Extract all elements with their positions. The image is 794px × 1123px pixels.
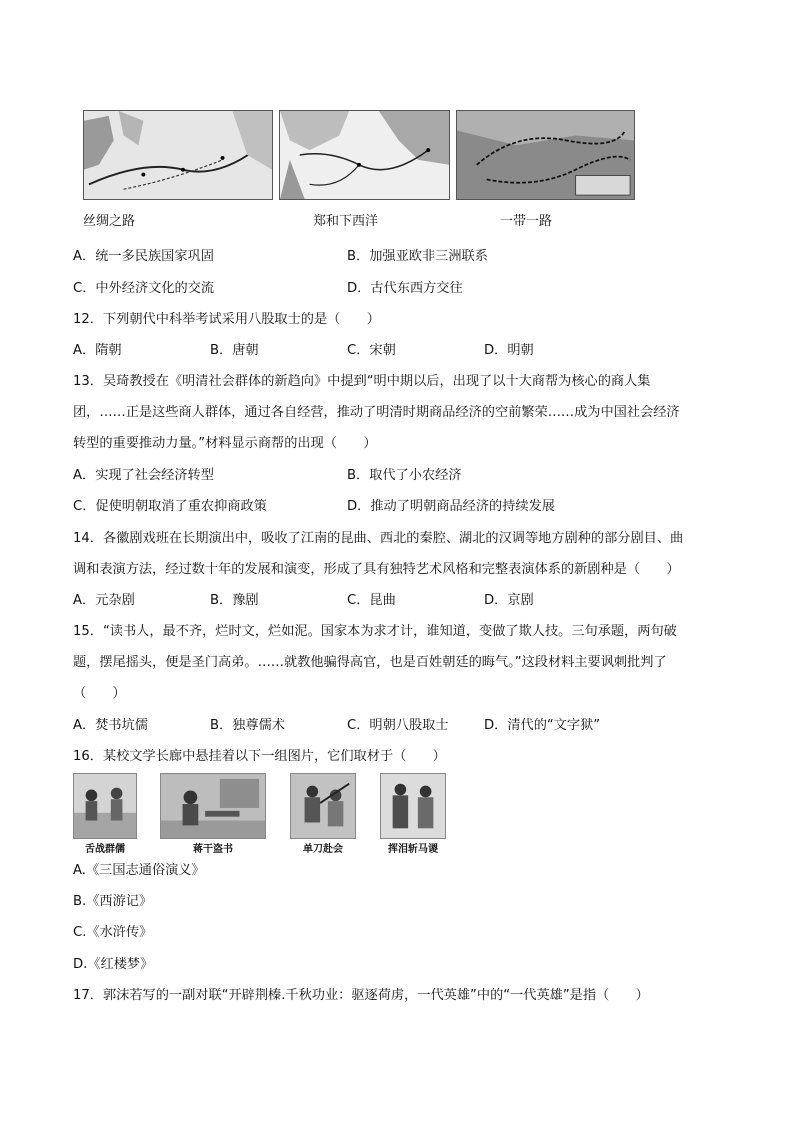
illustration-single-sword xyxy=(290,773,356,839)
q14-option-d: D．京剧 xyxy=(484,593,534,608)
q17-stem: 17．郭沫若写的一副对联“开辟荆榛.千秋功业：驱逐荷虏，一代英雄”中的“一代英雄”是指（ ） xyxy=(73,988,649,1003)
q12-option-c: C．宋朝 xyxy=(347,343,396,358)
q15-option-b: B．独尊儒术 xyxy=(210,718,285,733)
illustration-caption-ma-su: 挥泪斩马谡 xyxy=(388,844,438,855)
q11-option-b: B．加强亚欧非三洲联系 xyxy=(347,249,488,264)
q14-stem-line2: 调和表演方法，经过数十年的发展和演变，形成了具有独特艺术风格和完整表演体系的新剧种是（ ） xyxy=(73,562,680,577)
q13-option-d: D．推动了明朝商品经济的持续发展 xyxy=(347,499,555,514)
q16-option-b: B.《西游记》 xyxy=(73,894,153,909)
q11-option-a: A．统一多民族国家巩固 xyxy=(73,249,214,264)
q11-option-c: C．中外经济文化的交流 xyxy=(73,281,215,296)
q16-stem: 16．某校文学长廊中悬挂着以下一组图片，它们取材于（ ） xyxy=(73,749,446,764)
q13-stem-line1: 13．吴琦教授在《明清社会群体的新趋向》中提到“明中期以后，出现了以十大商帮为核心的商人集 xyxy=(73,374,651,389)
q14-option-b: B．豫剧 xyxy=(210,593,259,608)
illustration-ma-su xyxy=(380,773,446,839)
q15-option-d: D．清代的“文字狱” xyxy=(484,718,601,733)
zheng-he-map xyxy=(279,110,450,200)
q16-option-d: D.《红楼梦》 xyxy=(73,957,154,972)
q16-option-c: C.《水浒传》 xyxy=(73,925,153,940)
q12-option-d: D．明朝 xyxy=(484,343,534,358)
q15-option-a: A．焚书坑儒 xyxy=(73,718,148,733)
map-caption-silk-road: 丝绸之路 xyxy=(83,214,136,229)
q12-stem: 12．下列朝代中科举考试采用八股取士的是（ ） xyxy=(73,312,380,327)
illustration-stealing-letter xyxy=(160,773,266,839)
q13-stem-line2: 团，……正是这些商人群体，通过各自经营，推动了明清时期商品经济的空前繁荣……成为中国社会经济 xyxy=(73,405,680,420)
map-caption-belt-road: 一带一路 xyxy=(500,214,553,229)
q13-option-b: B．取代了小农经济 xyxy=(347,468,462,483)
illustration-caption-single-sword: 单刀赴会 xyxy=(303,844,343,855)
map-caption-zheng-he: 郑和下西洋 xyxy=(313,214,379,229)
q16-option-a: A.《三国志通俗演义》 xyxy=(73,863,205,878)
q13-stem-line3: 转型的重要推动力量。”材料显示商帮的出现（ ） xyxy=(73,436,377,451)
q14-option-c: C．昆曲 xyxy=(347,593,396,608)
silk-road-map xyxy=(83,110,273,200)
q15-option-c: C．明朝八股取士 xyxy=(347,718,449,733)
q13-option-c: C．促使明朝取消了重农抑商政策 xyxy=(73,499,267,514)
q12-option-a: A．隋朝 xyxy=(73,343,122,358)
q13-option-a: A．实现了社会经济转型 xyxy=(73,468,214,483)
illustration-debate xyxy=(73,773,137,839)
belt-and-road-map xyxy=(456,110,635,200)
q11-option-d: D．古代东西方交往 xyxy=(347,281,463,296)
q15-stem-line2: 题，摆尾摇头，便是圣门高弟。……就教他骗得高官，也是百姓朝廷的晦气。”这段材料主要讽刺批判了 xyxy=(73,655,667,670)
q14-stem-line1: 14．各徽剧戏班在长期演出中，吸收了江南的昆曲、西北的秦腔、湖北的汉调等地方剧种的部分剧目、曲 xyxy=(73,531,684,546)
illustration-caption-debate: 舌战群儒 xyxy=(85,844,125,855)
q14-option-a: A．元杂剧 xyxy=(73,593,135,608)
q15-stem-line1: 15．“读书人，最不齐，烂时文，烂如泥。国家本为求才计，谁知道，变做了欺人技。三句承题，两句破 xyxy=(73,624,677,639)
q15-stem-line3: （ ） xyxy=(73,686,126,701)
q12-option-b: B．唐朝 xyxy=(210,343,259,358)
illustration-caption-stealing-letter: 蒋干盗书 xyxy=(193,844,233,855)
